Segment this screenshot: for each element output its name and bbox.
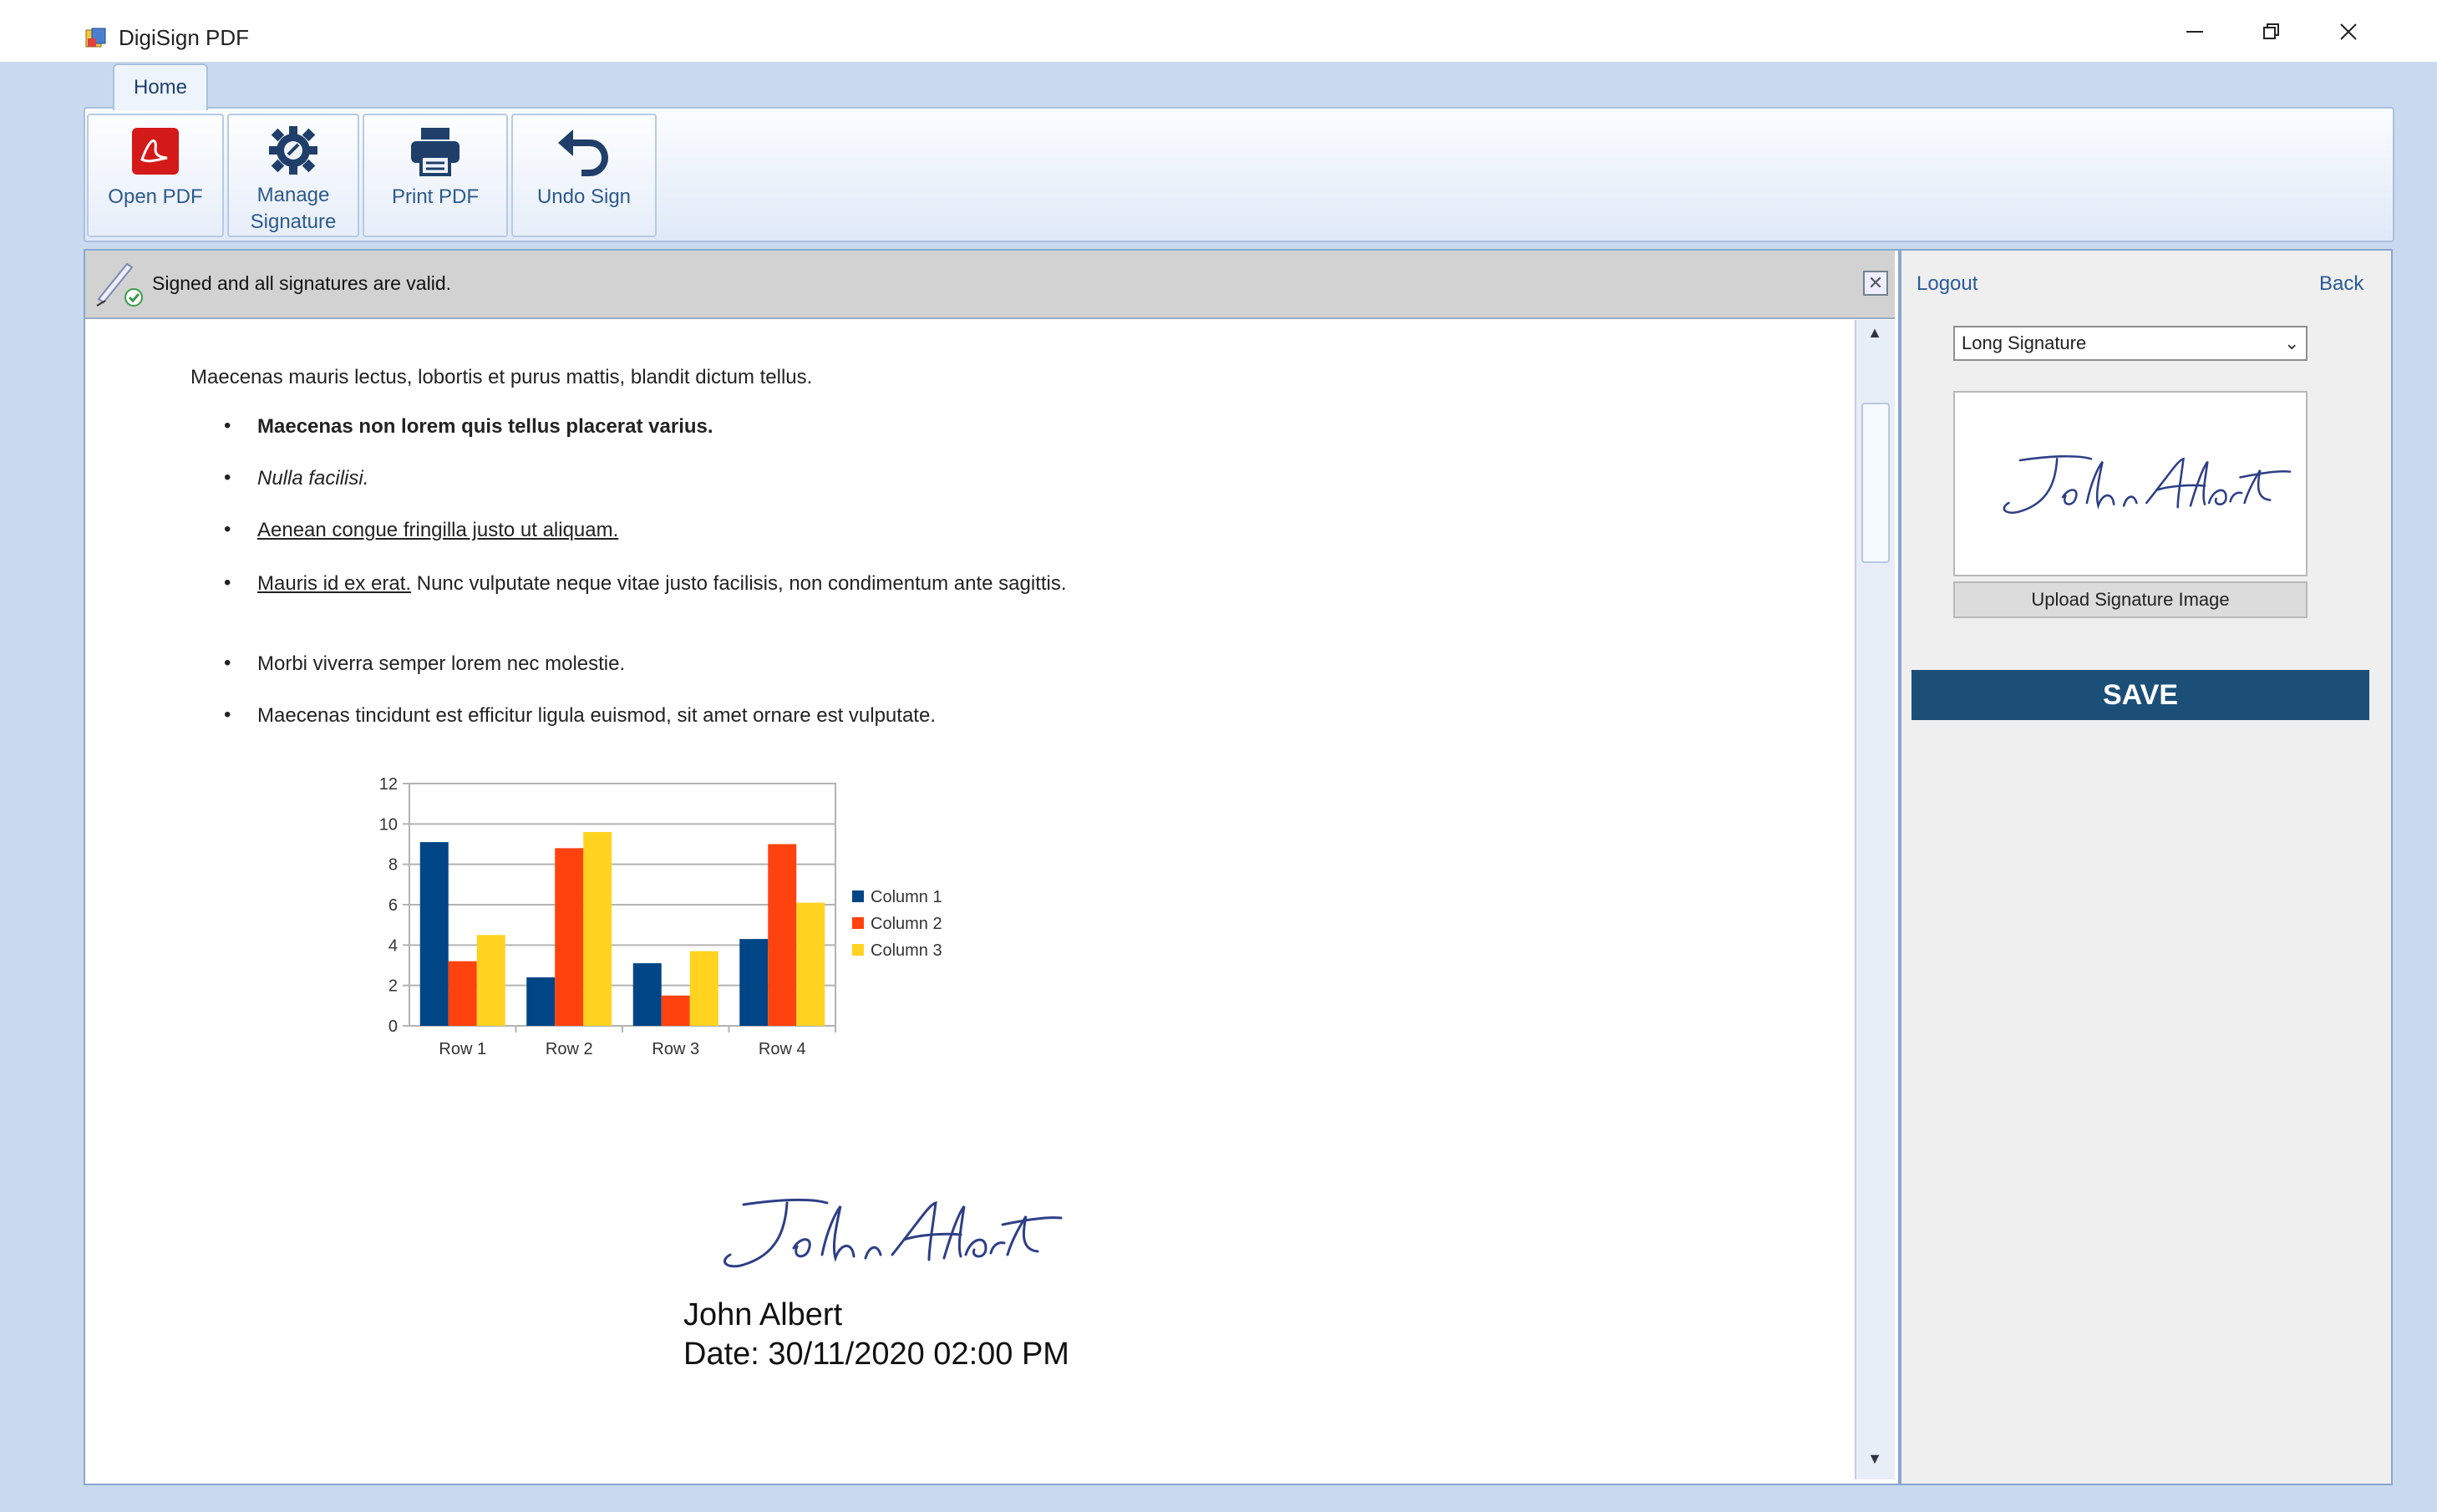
bar <box>768 845 796 1027</box>
manage-signature-label: Manage Signature <box>250 184 337 233</box>
undo-sign-button[interactable] <box>511 114 657 237</box>
restore-button[interactable] <box>2234 12 2309 52</box>
signature-type-select[interactable] <box>1953 326 2308 361</box>
y-tick-label: 10 <box>378 815 398 835</box>
close-status-button[interactable] <box>1863 271 1888 296</box>
pdf-icon <box>126 122 185 180</box>
signature-preview <box>1953 391 2308 576</box>
chevron-down-icon[interactable]: ⌄ <box>2284 332 2300 353</box>
undo-icon <box>555 122 613 180</box>
bar <box>583 832 612 1026</box>
y-tick-label: 12 <box>378 775 398 794</box>
bullet-marker: • <box>224 466 231 489</box>
title-bar <box>0 0 2437 62</box>
open-pdf-button[interactable] <box>87 114 224 237</box>
underlined-text: Mauris id ex erat. <box>257 572 412 595</box>
scroll-up-arrow[interactable]: ▲ <box>1867 324 1882 341</box>
bar <box>739 939 768 1026</box>
legend-label: Column 1 <box>871 888 942 906</box>
signature-type-value: Long Signature <box>1962 332 2087 353</box>
logout-link[interactable]: Logout <box>1917 272 1978 295</box>
bullet-marker: • <box>224 652 231 674</box>
signer-name: John Albert <box>683 1297 843 1332</box>
bar <box>420 842 449 1026</box>
signature-date: Date: 30/11/2020 02:00 PM <box>683 1337 1069 1372</box>
upload-signature-button[interactable]: Upload Signature Image <box>1953 581 2308 618</box>
legend-swatch <box>852 890 864 902</box>
close-icon <box>2338 22 2358 42</box>
signature-image <box>710 1188 1069 1284</box>
bar <box>633 963 662 1026</box>
y-tick-label: 4 <box>388 936 398 956</box>
list-item: Nulla facilisi. <box>257 467 369 490</box>
bar <box>477 935 505 1026</box>
list-item: Morbi viverra semper lorem nec molestie. <box>257 652 626 675</box>
scrollbar-thumb[interactable] <box>1861 403 1890 563</box>
bar-chart <box>351 769 969 1073</box>
print-pdf-button[interactable] <box>363 114 508 237</box>
list-item-text: Nunc vulputate neque vitae justo facilisis, non condimentum ante sagittis. <box>416 572 1067 595</box>
tab-home[interactable]: Home <box>113 63 208 110</box>
back-link[interactable]: Back <box>2319 272 2364 295</box>
minimize-icon <box>2185 22 2205 42</box>
save-button[interactable]: SAVE <box>1912 670 2369 720</box>
restore-icon <box>2262 22 2282 42</box>
legend-swatch <box>852 917 864 929</box>
bullet-marker: • <box>224 518 231 540</box>
list-item: Aenean congue fringilla justo ut aliquam. <box>257 519 619 541</box>
legend-label: Column 2 <box>871 915 942 933</box>
bullet-marker: • <box>224 703 231 726</box>
list-item <box>257 570 1176 598</box>
close-window-button[interactable] <box>2311 12 2386 52</box>
list-item: Maecenas non lorem quis tellus placerat varius. <box>257 415 713 438</box>
scroll-down-arrow[interactable]: ▼ <box>1867 1450 1882 1467</box>
list-item: Maecenas tincidunt est efficitur ligula euismod, sit amet ornare est vulputate. <box>257 704 936 727</box>
bullet-marker: • <box>224 414 231 437</box>
document-paragraph: Maecenas mauris lectus, lobortis et purus mattis, blandit dictum tellus. <box>190 366 813 388</box>
x-tick-label: Row 3 <box>652 1040 700 1058</box>
bar <box>796 903 825 1026</box>
undo-sign-label: Undo Sign <box>536 185 632 208</box>
signature-valid-icon <box>94 257 145 313</box>
printer-icon <box>406 122 465 180</box>
bar <box>449 961 477 1026</box>
x-tick-label: Row 4 <box>758 1040 806 1058</box>
y-tick-label: 0 <box>388 1017 398 1036</box>
bar <box>555 848 583 1026</box>
x-tick-label: Row 2 <box>545 1040 593 1058</box>
legend-swatch <box>852 944 864 956</box>
gear-icon <box>264 122 322 179</box>
print-pdf-label: Print PDF <box>391 185 479 208</box>
bar <box>690 951 718 1026</box>
minimize-button[interactable] <box>2157 12 2232 52</box>
open-pdf-label: Open PDF <box>108 185 203 208</box>
bullet-marker: • <box>224 571 231 594</box>
y-tick-label: 6 <box>388 896 398 915</box>
app-icon <box>84 27 108 50</box>
bar <box>662 996 690 1026</box>
y-tick-label: 8 <box>388 855 398 875</box>
window-title: DigiSign PDF <box>119 25 250 50</box>
y-tick-label: 2 <box>388 977 398 996</box>
x-tick-label: Row 1 <box>439 1040 487 1058</box>
manage-signature-button[interactable] <box>227 114 359 237</box>
legend-label: Column 3 <box>871 941 942 960</box>
signature-status-text: Signed and all signatures are valid. <box>152 272 452 294</box>
bar <box>526 977 555 1026</box>
close-icon: ✕ <box>1867 272 1884 293</box>
